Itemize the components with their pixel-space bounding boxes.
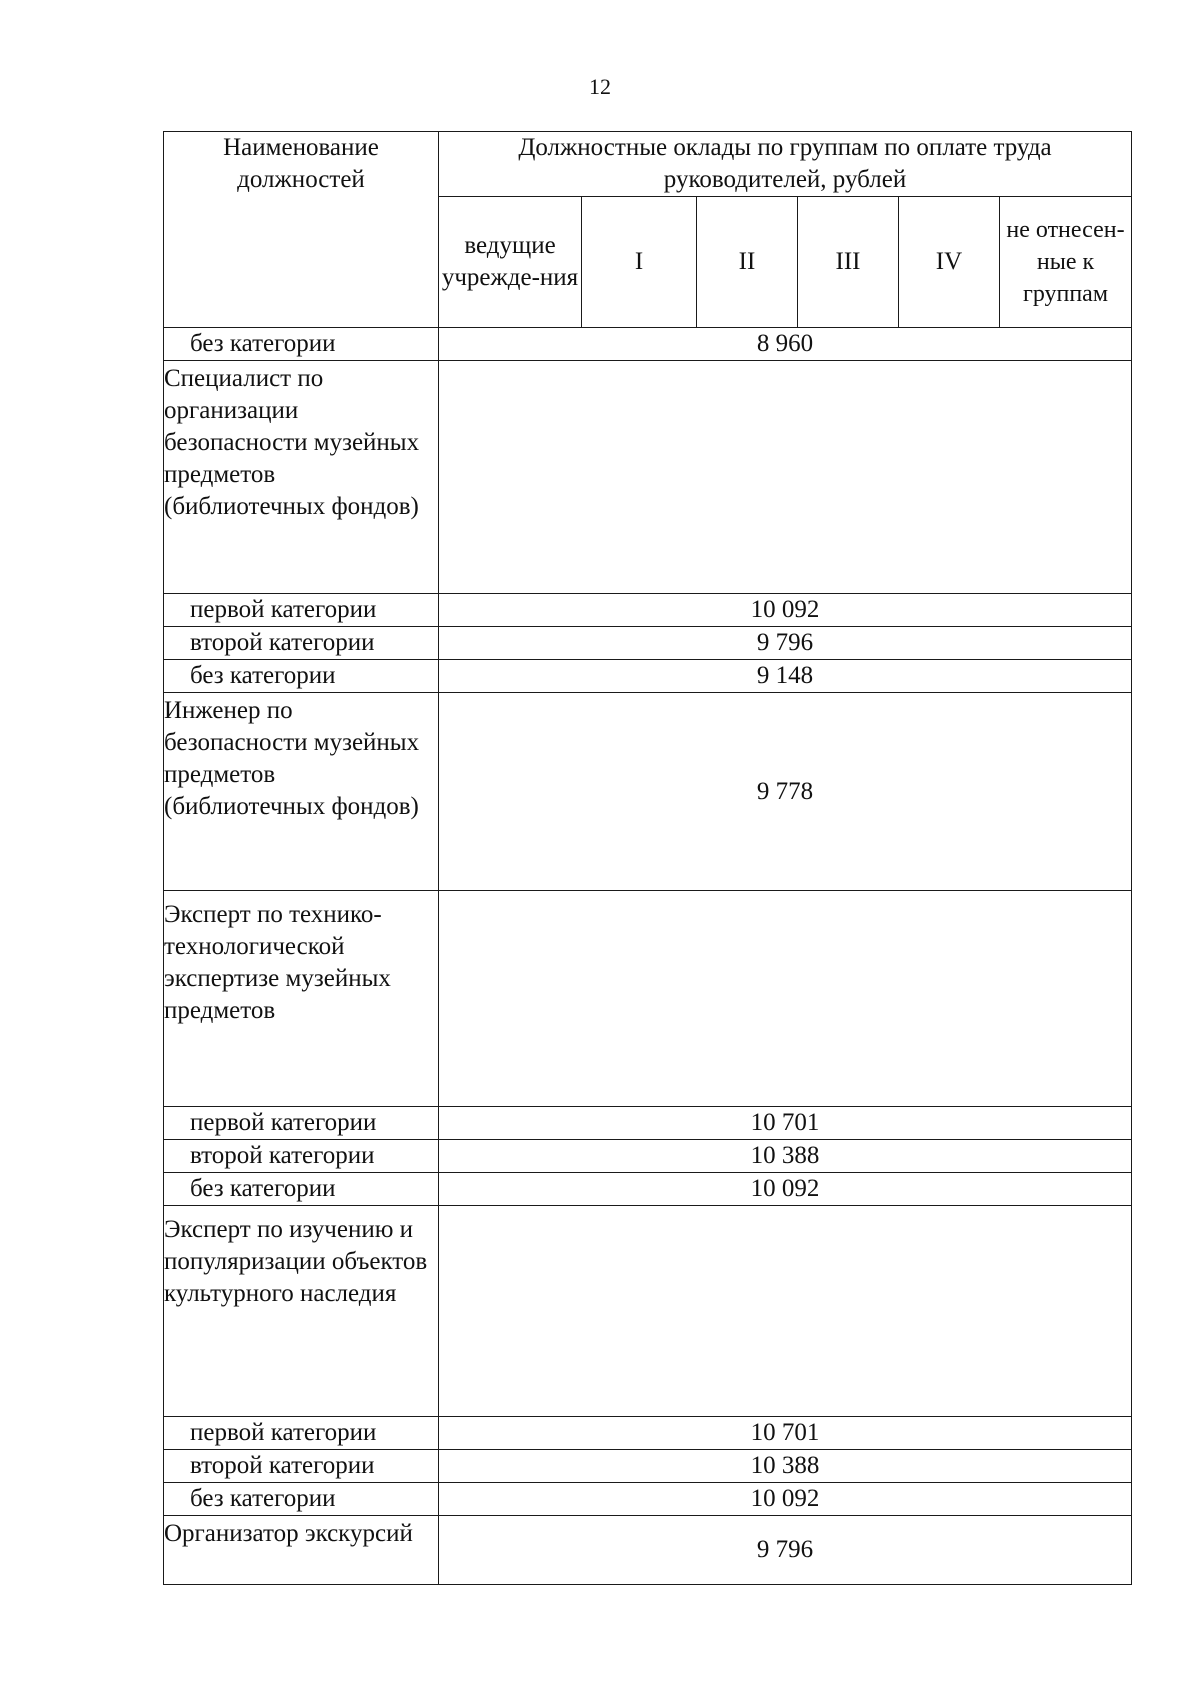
subheader-group-3: III (798, 197, 899, 328)
row-salary-value (439, 1206, 1132, 1417)
row-position-name: первой категории (164, 1417, 439, 1450)
row-position-name: Эксперт по технико-технологической экспертизе музейных предметов (164, 891, 439, 1107)
table-row (164, 328, 1132, 361)
row-position-name: второй категории (164, 1140, 439, 1173)
subheader-group-1: I (582, 197, 697, 328)
row-salary-value: 10 092 (439, 1173, 1132, 1206)
row-position-name: Инженер по безопасности музейных предметов (библиотечных фондов) (164, 693, 439, 891)
row-salary-value (439, 361, 1132, 594)
row-position-name: без категории (164, 328, 439, 361)
row-salary-value: 9 148 (439, 660, 1132, 693)
table-row (164, 1417, 1132, 1450)
row-position-name: первой категории (164, 594, 439, 627)
header-salary-groups: Должностные оклады по группам по оплате труда руководителей, рублей (439, 132, 1132, 197)
row-position-name: Эксперт по изучению и популяризации объектов культурного наследия (164, 1206, 439, 1417)
table-row (164, 361, 1132, 594)
row-salary-value: 9 796 (439, 1516, 1132, 1585)
table-row (164, 1483, 1132, 1516)
row-position-name: без категории (164, 1483, 439, 1516)
row-salary-value: 10 701 (439, 1107, 1132, 1140)
subheader-group-2: II (697, 197, 798, 328)
table-row (164, 1206, 1132, 1417)
table-row (164, 1140, 1132, 1173)
row-position-name: без категории (164, 660, 439, 693)
row-position-name: первой категории (164, 1107, 439, 1140)
table-row (164, 1173, 1132, 1206)
table-row (164, 891, 1132, 1107)
table-row (164, 693, 1132, 891)
table-row (164, 1516, 1132, 1585)
table-row (164, 1107, 1132, 1140)
row-salary-value: 10 701 (439, 1417, 1132, 1450)
subheader-group-4: IV (899, 197, 1000, 328)
row-salary-value (439, 891, 1132, 1107)
row-salary-value: 10 388 (439, 1140, 1132, 1173)
row-salary-value: 10 092 (439, 1483, 1132, 1516)
subheader-leading-institutions: ведущие учрежде-ния (439, 197, 582, 328)
row-position-name: без категории (164, 1173, 439, 1206)
row-salary-value: 8 960 (439, 328, 1132, 361)
table-row (164, 660, 1132, 693)
row-salary-value: 10 388 (439, 1450, 1132, 1483)
row-position-name: второй категории (164, 1450, 439, 1483)
table-header-row (164, 132, 1132, 197)
header-position-name: Наименование должностей (164, 132, 439, 328)
row-position-name: второй категории (164, 627, 439, 660)
row-position-name: Организатор экскурсий (164, 1516, 439, 1585)
salary-table (163, 131, 1132, 1585)
table-row (164, 627, 1132, 660)
row-position-name: Специалист по организации безопасности музейных предметов (библиотечных фондов) (164, 361, 439, 594)
page-number: 12 (589, 74, 611, 99)
table-row (164, 594, 1132, 627)
row-salary-value: 10 092 (439, 594, 1132, 627)
subheader-not-assigned: не отнесен-ные к группам (1000, 197, 1132, 328)
row-salary-value: 9 796 (439, 627, 1132, 660)
row-salary-value: 9 778 (439, 693, 1132, 891)
table-row (164, 1450, 1132, 1483)
